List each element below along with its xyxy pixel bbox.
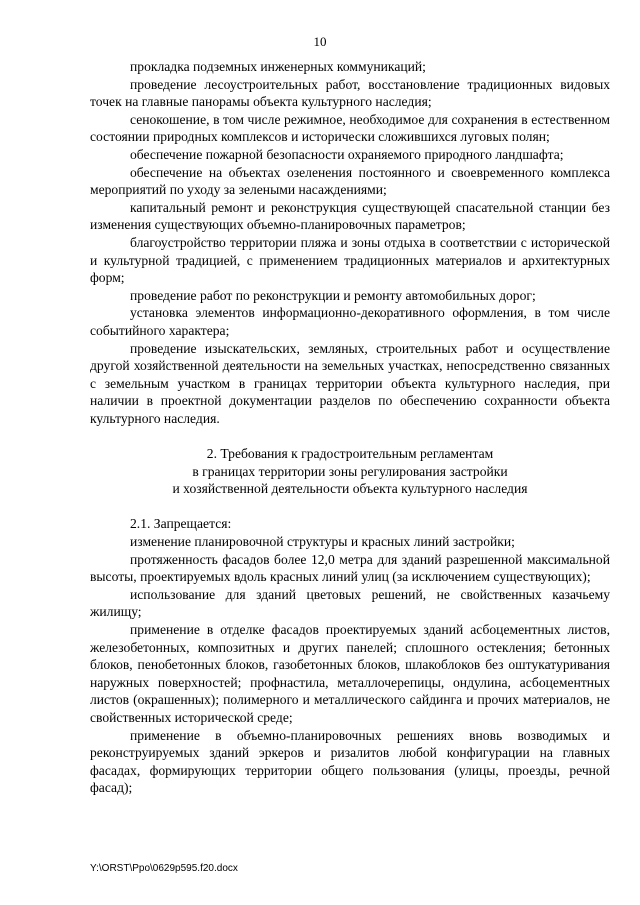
paragraph: сенокошение, в том числе режимное, необходимое для сохранения в естественном состоянии природных комплексов и исторически сложившихся луговых полян;: [90, 111, 610, 145]
section-heading-line: 2. Требования к градостроительным регламентам: [206, 446, 494, 462]
paragraph: прокладка подземных инженерных коммуникаций;: [130, 59, 426, 74]
paragraph: обеспечение пожарной безопасности охраняемого природного ландшафта;: [130, 146, 564, 162]
subsection-title: 2.1. Запрещается:: [130, 516, 232, 532]
paragraph: благоустройство территории пляжа и зоны отдыха в соответствии с исторической и культурной традицией, с применением традиционных материалов и архитектурных форм;: [90, 234, 610, 286]
paragraph: проведение изыскательских, земляных, строительных работ и осуществление другой хозяйственной деятельности на земельных участках, непосредственно связанных с земельным участком в границах территории объекта культурного наследия, при наличии в проектной документации разделов по обеспечению сохранности объекта культурного наследия.: [90, 340, 610, 426]
spacer: [90, 498, 610, 516]
paragraph: применение в объемно-планировочных решениях вновь возводимых и реконструируемых зданий эркеров и ризалитов любой конфигурации на главных фасадах, формирующих территории общего пользования (улицы, проезды, речной фасад);: [90, 727, 610, 796]
section-heading-line: в границах территории зоны регулирования застройки: [192, 463, 508, 479]
page-number: 10: [313, 34, 327, 49]
file-path-footer: Y:\ORST\Ppo\0629p595.f20.docx: [90, 863, 238, 874]
paragraph: капитальный ремонт и реконструкция существующей спасательной станции без изменения существующих объемно-планировочных параметров;: [90, 199, 610, 233]
paragraph: изменение планировочной структуры и красных линий застройки;: [130, 534, 515, 550]
section-heading-line: и хозяйственной деятельности объекта культурного наследия: [172, 481, 528, 497]
paragraph: использование для зданий цветовых решений, не свойственных казачьему жилищу;: [90, 586, 610, 620]
paragraph: протяженность фасадов более 12,0 метра для зданий разрешенной максимальной высоты, проектируемых вдоль красных линий улиц (за исключением существующих);: [90, 551, 610, 585]
document-body: [90, 58, 610, 797]
paragraph: проведение работ по реконструкции и ремонту автомобильных дорог;: [130, 287, 536, 303]
paragraph: установка элементов информационно-декоративного оформления, в том числе событийного характера;: [90, 305, 610, 338]
paragraph: применение в отделке фасадов проектируемых зданий асбоцементных листов, железобетонных, композитных и других панелей; сплошного остекления; бетонных блоков, пенобетонных блоков, газобетонных блоков, шлакоблоков без оштукатуривания наружных поверхностей; профнастила, металлочерепицы, ондулина, асбоцементных листов (окрашенных); полимерного и металлического сайдинга и прочих материалов, не свойственных исторической среде;: [90, 622, 610, 725]
spacer: [90, 427, 610, 445]
paragraph: проведение лесоустроительных работ, восстановление традиционных видовых точек на главные панорамы объекта культурного наследия;: [90, 76, 610, 110]
paragraph: обеспечение на объектах озеленения постоянного и своевременного комплекса мероприятий по уходу за зелеными насаждениями;: [90, 164, 610, 198]
